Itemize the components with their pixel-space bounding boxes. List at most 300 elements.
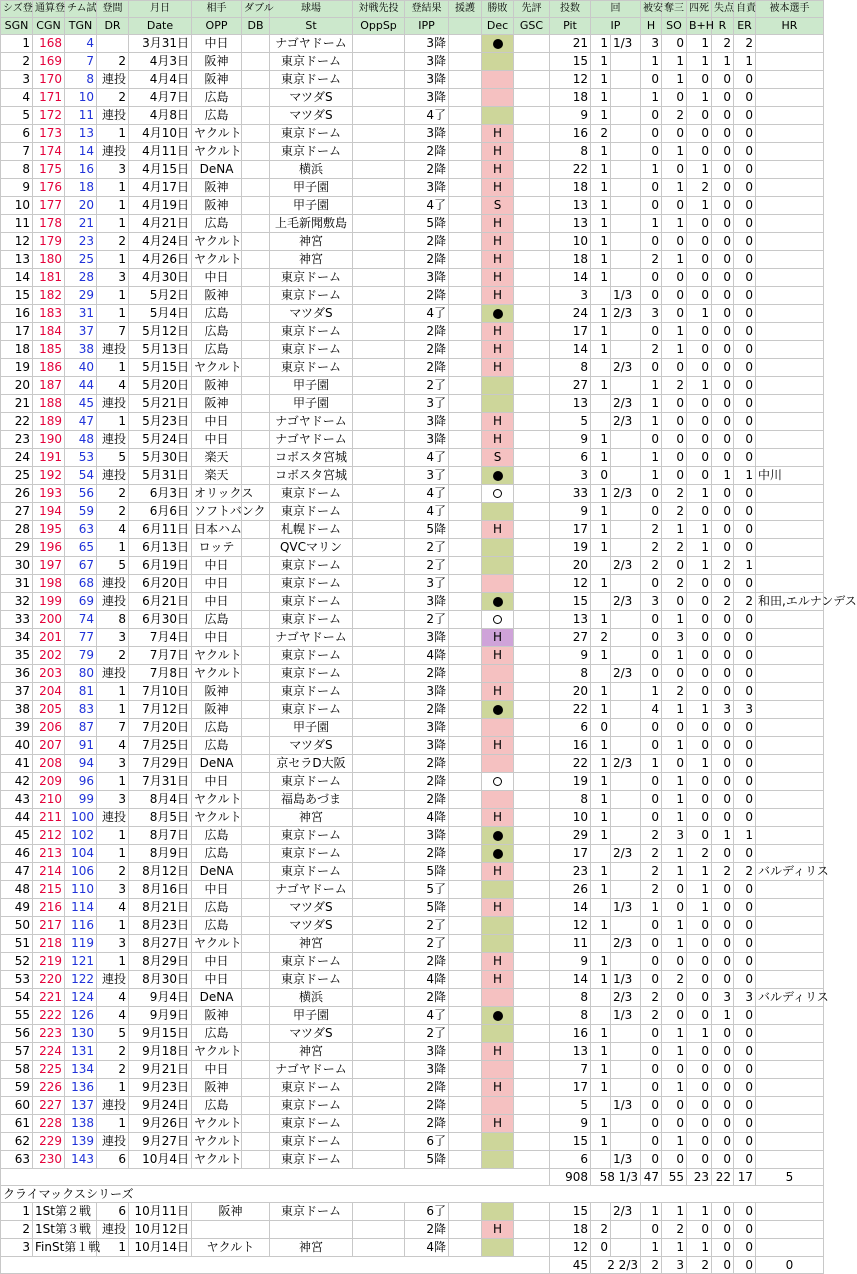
home-run-batters	[756, 197, 824, 215]
stadium: 東京ドーム	[270, 953, 353, 971]
season-game-number: 62	[1, 1133, 33, 1151]
home-run-batters	[756, 1025, 824, 1043]
opponent: 阪神	[192, 197, 242, 215]
runs: 1	[712, 53, 734, 71]
innings-whole	[591, 557, 611, 575]
earned-runs: 3	[734, 701, 756, 719]
earned-runs: 0	[734, 1097, 756, 1115]
doubleheader	[242, 467, 270, 485]
decision-cell	[482, 791, 514, 809]
runs: 0	[712, 341, 734, 359]
career-game-number: 191	[33, 449, 65, 467]
doubleheader	[242, 1043, 270, 1061]
innings-fraction	[611, 71, 641, 89]
run-support	[449, 953, 482, 971]
innings-fraction	[611, 791, 641, 809]
walks-hbp: 0	[687, 449, 712, 467]
days-rest: 8	[97, 611, 129, 629]
run-support	[449, 107, 482, 125]
decision-cell	[482, 467, 514, 485]
strikeouts: 2	[662, 503, 687, 521]
innings-whole: 1	[591, 1025, 611, 1043]
hits-allowed: 0	[641, 485, 662, 503]
walks-hbp: 0	[687, 395, 712, 413]
hold-mark: H	[482, 125, 514, 143]
opposing-starter	[353, 953, 405, 971]
header-ip: 回	[591, 1, 641, 18]
run-support	[449, 737, 482, 755]
stadium: 東京ドーム	[270, 287, 353, 305]
career-game-number: 212	[33, 827, 65, 845]
season-game-number: 39	[1, 719, 33, 737]
game-date: 4月3日	[129, 53, 192, 71]
game-row	[1, 503, 824, 521]
innings-whole	[591, 1007, 611, 1025]
game-date: 4月15日	[129, 161, 192, 179]
entry-exit: 4降	[405, 1239, 449, 1257]
opponent: DeNA	[192, 755, 242, 773]
pitch-count: 17	[550, 845, 591, 863]
entry-exit: 2降	[405, 791, 449, 809]
pitch-count: 12	[550, 917, 591, 935]
career-game-number: 169	[33, 53, 65, 71]
earned-runs: 1	[734, 53, 756, 71]
home-run-batters	[756, 845, 824, 863]
game-score	[514, 647, 550, 665]
innings-fraction	[611, 1025, 641, 1043]
walks-hbp: 0	[687, 341, 712, 359]
strikeouts: 0	[662, 1151, 687, 1169]
career-game-number: 221	[33, 989, 65, 1007]
home-run-batters	[756, 1151, 824, 1169]
pitch-count: 9	[550, 1115, 591, 1133]
earned-runs: 0	[734, 881, 756, 899]
opponent: ヤクルト	[192, 1115, 242, 1133]
doubleheader	[242, 647, 270, 665]
innings-fraction	[611, 953, 641, 971]
pitch-count: 5	[550, 413, 591, 431]
home-run-batters	[756, 899, 824, 917]
innings-whole: 1	[591, 251, 611, 269]
game-date: 4月10日	[129, 125, 192, 143]
opponent: 阪神	[192, 1007, 242, 1025]
team-game-number: 56	[65, 485, 97, 503]
pitch-count: 16	[550, 737, 591, 755]
home-run-batters	[756, 125, 824, 143]
stadium: 甲子園	[270, 1007, 353, 1025]
header-tgn: チム試	[65, 1, 97, 18]
home-run-batters	[756, 1061, 824, 1079]
innings-fraction: 1/3	[611, 287, 641, 305]
strikeouts: 0	[662, 665, 687, 683]
loss-circle-icon	[493, 489, 502, 498]
decision-cell	[482, 1007, 514, 1025]
game-row	[1, 683, 824, 701]
hits-allowed: 0	[641, 1079, 662, 1097]
earned-runs: 0	[734, 1203, 756, 1221]
home-run-batters	[756, 251, 824, 269]
home-run-batters	[756, 737, 824, 755]
hits-allowed: 1	[641, 413, 662, 431]
home-run-batters	[756, 161, 824, 179]
earned-runs: 0	[734, 647, 756, 665]
strikeouts: 1	[662, 71, 687, 89]
entry-exit: 3降	[405, 737, 449, 755]
earned-runs: 0	[734, 953, 756, 971]
home-run-batters	[756, 917, 824, 935]
season-game-number: 13	[1, 251, 33, 269]
opposing-starter	[353, 881, 405, 899]
innings-whole	[591, 899, 611, 917]
header-oppsp: 対戦先投	[353, 1, 405, 18]
strikeouts: 0	[662, 161, 687, 179]
pitch-count: 14	[550, 971, 591, 989]
walks-hbp: 1	[687, 89, 712, 107]
game-row	[1, 215, 824, 233]
walks-hbp: 1	[687, 863, 712, 881]
hits-allowed: 0	[641, 233, 662, 251]
hits-allowed: 2	[641, 827, 662, 845]
innings-fraction: 2/3	[611, 413, 641, 431]
walks-hbp: 0	[687, 737, 712, 755]
season-game-number: 29	[1, 539, 33, 557]
runs: 0	[712, 449, 734, 467]
pitch-count: 20	[550, 557, 591, 575]
career-game-number: 179	[33, 233, 65, 251]
season-game-number: 61	[1, 1115, 33, 1133]
innings-fraction	[611, 863, 641, 881]
pitch-count: 6	[550, 719, 591, 737]
opposing-starter	[353, 71, 405, 89]
game-date: 9月26日	[129, 1115, 192, 1133]
walks-hbp: 0	[687, 935, 712, 953]
home-run-batters	[756, 1097, 824, 1115]
strikeouts: 1	[662, 809, 687, 827]
decision-cell	[482, 845, 514, 863]
header-bh: 四死	[687, 1, 712, 18]
save-mark: S	[482, 197, 514, 215]
innings-whole: 1	[591, 1133, 611, 1151]
stadium: ナゴヤドーム	[270, 431, 353, 449]
days-rest: 1	[97, 305, 129, 323]
entry-exit: 2降	[405, 323, 449, 341]
hits-allowed: 1	[641, 755, 662, 773]
innings-fraction	[611, 719, 641, 737]
earned-runs: 0	[734, 197, 756, 215]
hits-allowed: 0	[641, 719, 662, 737]
total-strikeouts: 55	[662, 1169, 687, 1186]
header-date: Date	[129, 18, 192, 35]
decision-cell	[482, 773, 514, 791]
earned-runs: 0	[734, 287, 756, 305]
decision-cell	[482, 719, 514, 737]
game-score	[514, 791, 550, 809]
innings-whole: 1	[591, 971, 611, 989]
game-row	[1, 125, 824, 143]
career-game-number: 187	[33, 377, 65, 395]
hold-mark: H	[482, 143, 514, 161]
stadium	[270, 1221, 353, 1239]
runs: 0	[712, 1097, 734, 1115]
career-game-number: 210	[33, 791, 65, 809]
team-game-number: 77	[65, 629, 97, 647]
stadium: マツダS	[270, 305, 353, 323]
doubleheader	[242, 575, 270, 593]
innings-whole	[591, 359, 611, 377]
game-row	[1, 233, 824, 251]
run-support	[449, 1079, 482, 1097]
total-hits: 47	[641, 1169, 662, 1186]
team-game-number: 137	[65, 1097, 97, 1115]
days-rest: 連投	[97, 809, 129, 827]
opposing-starter	[353, 143, 405, 161]
opposing-starter	[353, 845, 405, 863]
game-score	[514, 323, 550, 341]
runs: 2	[712, 593, 734, 611]
stadium: 東京ドーム	[270, 1133, 353, 1151]
innings-whole: 1	[591, 539, 611, 557]
hits-allowed: 3	[641, 305, 662, 323]
earned-runs: 0	[734, 449, 756, 467]
game-date: 7月10日	[129, 683, 192, 701]
hits-allowed: 0	[641, 197, 662, 215]
hits-allowed: 4	[641, 701, 662, 719]
season-game-number: 4	[1, 89, 33, 107]
game-row	[1, 593, 824, 611]
hits-allowed: 0	[641, 611, 662, 629]
walks-hbp: 0	[687, 809, 712, 827]
career-game-number: 183	[33, 305, 65, 323]
season-game-number: 40	[1, 737, 33, 755]
opponent: ヤクルト	[192, 359, 242, 377]
strikeouts: 0	[662, 989, 687, 1007]
days-rest: 3	[97, 881, 129, 899]
pitch-count: 8	[550, 143, 591, 161]
walks-hbp: 1	[687, 197, 712, 215]
entry-exit: 3降	[405, 125, 449, 143]
home-run-batters	[756, 485, 824, 503]
earned-runs: 0	[734, 1043, 756, 1061]
days-rest: 7	[97, 719, 129, 737]
strikeouts: 0	[662, 755, 687, 773]
decision-cell	[482, 1203, 514, 1221]
run-support	[449, 647, 482, 665]
team-game-number: 31	[65, 305, 97, 323]
pitch-count: 22	[550, 755, 591, 773]
hold-mark: H	[482, 1079, 514, 1097]
game-date: 6月6日	[129, 503, 192, 521]
opponent: 広島	[192, 215, 242, 233]
earned-runs: 0	[734, 521, 756, 539]
run-support	[449, 1007, 482, 1025]
entry-exit: 5降	[405, 215, 449, 233]
days-rest: 1	[97, 413, 129, 431]
game-date: 5月15日	[129, 359, 192, 377]
walks-hbp: 0	[687, 1043, 712, 1061]
innings-fraction	[611, 431, 641, 449]
hits-allowed: 1	[641, 53, 662, 71]
hold-mark: H	[482, 863, 514, 881]
hold-mark: H	[482, 521, 514, 539]
run-support	[449, 1097, 482, 1115]
earned-runs: 0	[734, 179, 756, 197]
hits-allowed: 0	[641, 1061, 662, 1079]
days-rest: 2	[97, 863, 129, 881]
hits-allowed: 3	[641, 35, 662, 53]
team-game-number: 7	[65, 53, 97, 71]
run-support	[449, 287, 482, 305]
run-support	[449, 143, 482, 161]
days-rest: 連投	[97, 341, 129, 359]
hits-allowed: 2	[641, 251, 662, 269]
season-game-number: 1	[1, 35, 33, 53]
game-row	[1, 935, 824, 953]
climax-game-number: 3	[1, 1239, 33, 1257]
runs: 0	[712, 1151, 734, 1169]
stadium: 東京ドーム	[270, 827, 353, 845]
game-score	[514, 305, 550, 323]
career-game-number: 206	[33, 719, 65, 737]
team-game-number: 134	[65, 1061, 97, 1079]
totals-spacer	[1, 1169, 550, 1186]
doubleheader	[242, 53, 270, 71]
decision-cell	[482, 593, 514, 611]
strikeouts: 0	[662, 1061, 687, 1079]
season-game-number: 18	[1, 341, 33, 359]
hits-allowed: 0	[641, 665, 662, 683]
stadium: 東京ドーム	[270, 323, 353, 341]
innings-fraction	[611, 107, 641, 125]
opponent: 広島	[192, 107, 242, 125]
team-game-number: 20	[65, 197, 97, 215]
run-support	[449, 935, 482, 953]
home-run-batters: バルディリス	[756, 863, 824, 881]
season-game-number: 23	[1, 431, 33, 449]
pitch-count: 16	[550, 125, 591, 143]
game-row	[1, 53, 824, 71]
opposing-starter	[353, 917, 405, 935]
decision-cell	[482, 611, 514, 629]
hold-mark: H	[482, 953, 514, 971]
run-support	[449, 125, 482, 143]
hold-mark: H	[482, 341, 514, 359]
opponent: ヤクルト	[192, 1043, 242, 1061]
career-game-number: 188	[33, 395, 65, 413]
stadium: 東京ドーム	[270, 53, 353, 71]
home-run-batters	[756, 413, 824, 431]
days-rest: 連投	[97, 575, 129, 593]
game-row	[1, 179, 824, 197]
season-game-number: 51	[1, 935, 33, 953]
team-game-number: 116	[65, 917, 97, 935]
game-row	[1, 395, 824, 413]
entry-exit: 2降	[405, 989, 449, 1007]
stadium: 横浜	[270, 161, 353, 179]
earned-runs: 0	[734, 413, 756, 431]
hits-allowed: 1	[641, 377, 662, 395]
header-opp: OPP	[192, 18, 242, 35]
entry-exit: 3降	[405, 35, 449, 53]
game-row	[1, 1025, 824, 1043]
game-date: 8月12日	[129, 863, 192, 881]
header-pit: Pit	[550, 18, 591, 35]
season-game-number: 7	[1, 143, 33, 161]
game-score	[514, 737, 550, 755]
opponent: オリックス	[192, 485, 242, 503]
opposing-starter	[353, 251, 405, 269]
innings-whole: 0	[591, 719, 611, 737]
game-score	[514, 143, 550, 161]
game-date: 5月23日	[129, 413, 192, 431]
doubleheader	[242, 773, 270, 791]
team-game-number: 38	[65, 341, 97, 359]
doubleheader	[242, 557, 270, 575]
doubleheader	[242, 377, 270, 395]
strikeouts: 0	[662, 467, 687, 485]
hits-allowed: 1	[641, 395, 662, 413]
game-score	[514, 1079, 550, 1097]
game-row	[1, 377, 824, 395]
game-date: 6月13日	[129, 539, 192, 557]
pitch-count: 23	[550, 863, 591, 881]
walks-hbp: 1	[687, 521, 712, 539]
career-game-number: 211	[33, 809, 65, 827]
entry-exit: 2降	[405, 359, 449, 377]
pitch-count: 5	[550, 1097, 591, 1115]
hits-allowed: 0	[641, 125, 662, 143]
hold-mark: H	[482, 629, 514, 647]
innings-fraction: 2/3	[611, 593, 641, 611]
team-game-number: 104	[65, 845, 97, 863]
opponent: 広島	[192, 845, 242, 863]
game-score	[514, 1025, 550, 1043]
walks-hbp: 0	[687, 1221, 712, 1239]
team-game-number: 10	[65, 89, 97, 107]
days-rest: 1	[97, 359, 129, 377]
home-run-batters	[756, 1043, 824, 1061]
innings-whole: 1	[591, 791, 611, 809]
game-score	[514, 161, 550, 179]
walks-hbp: 0	[687, 233, 712, 251]
walks-hbp: 0	[687, 827, 712, 845]
header-so: SO	[662, 18, 687, 35]
game-row	[1, 845, 824, 863]
hits-allowed: 2	[641, 521, 662, 539]
home-run-batters	[756, 539, 824, 557]
earned-runs: 0	[734, 539, 756, 557]
strikeouts: 0	[662, 89, 687, 107]
run-support	[449, 665, 482, 683]
doubleheader	[242, 1061, 270, 1079]
run-support	[449, 809, 482, 827]
game-date: 4月7日	[129, 89, 192, 107]
opposing-starter	[353, 431, 405, 449]
walks-hbp: 0	[687, 683, 712, 701]
opponent: 阪神	[192, 179, 242, 197]
entry-exit: 3降	[405, 89, 449, 107]
strikeouts: 1	[662, 1025, 687, 1043]
runs: 0	[712, 755, 734, 773]
season-game-number: 8	[1, 161, 33, 179]
hits-allowed: 1	[641, 215, 662, 233]
opponent: ヤクルト	[192, 233, 242, 251]
innings-whole: 1	[591, 431, 611, 449]
game-date: 7月8日	[129, 665, 192, 683]
run-support	[449, 413, 482, 431]
opponent: 楽天	[192, 449, 242, 467]
opponent: 広島	[192, 1025, 242, 1043]
opposing-starter	[353, 1025, 405, 1043]
